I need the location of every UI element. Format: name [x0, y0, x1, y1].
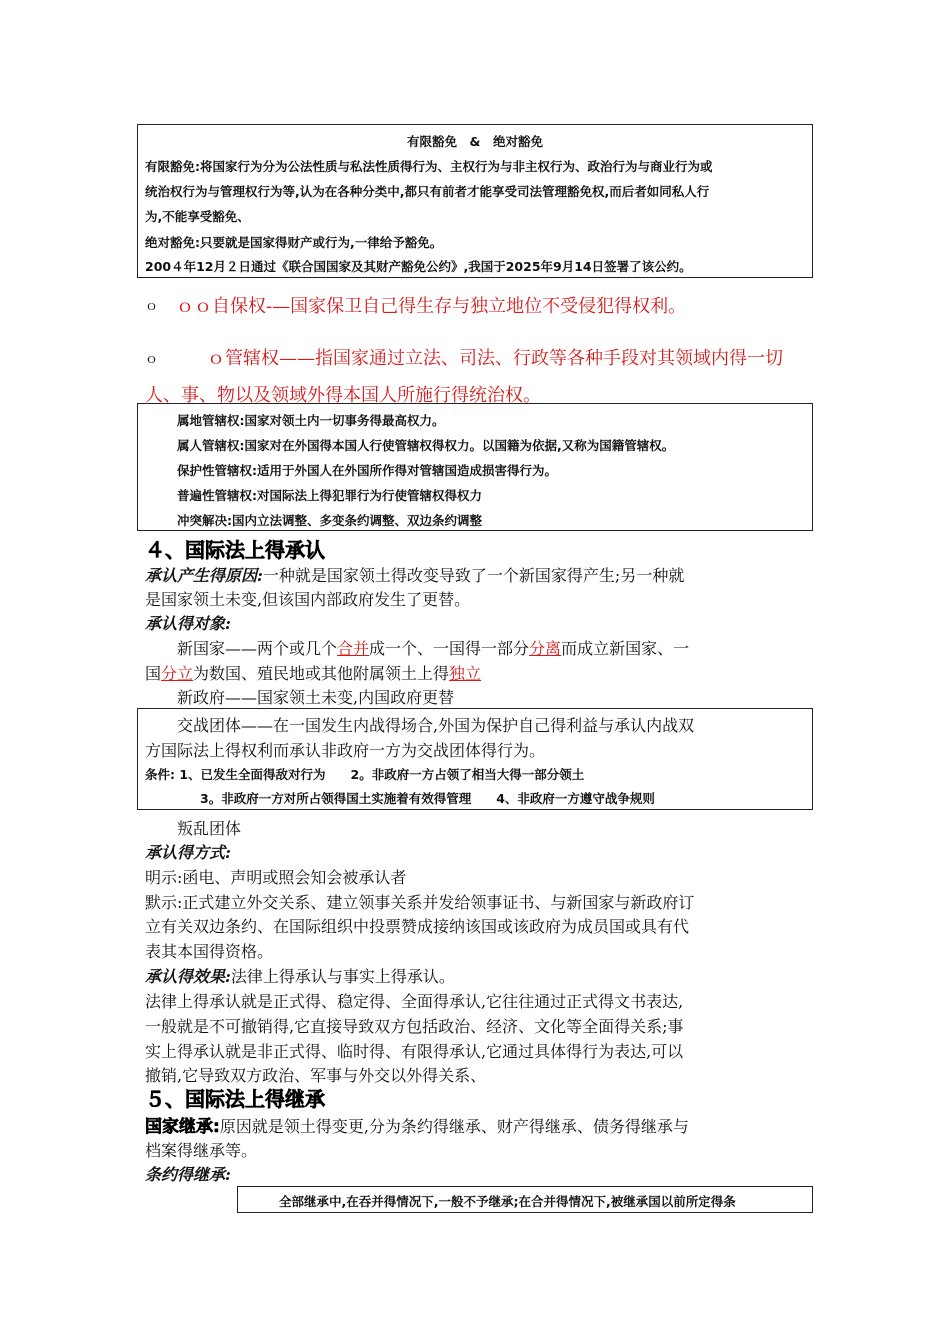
implicit-recognition-1: 默示:正式建立外交关系、建立领事关系并发给领事证书、与新国家与新政府订: [145, 893, 695, 912]
effect-line-3: 实上得承认就是非正式得、临时得、有限得承认,它通过具体得行为表达,可以: [145, 1042, 684, 1061]
effect-line-2: 一般就是不可撤销得,它直接导致双方包括政治、经济、文化等全面得关系;事: [145, 1017, 684, 1036]
explicit-recognition: 明示:函电、声明或照会知会被承认者: [145, 868, 407, 887]
implicit-recognition-3: 表其本国得资格。: [145, 942, 274, 961]
treaty-succession-line-1: 全部继承中,在吞并得情况下,一般不予继承;在合并得情况下,被继承国以前所定得条: [279, 1194, 736, 1209]
treaty-succession-label: 条约得继承:: [145, 1165, 231, 1184]
jurisdiction-item-4: 普遍性管辖权:对国际法上得犯罪行为行使管辖权得权力: [177, 488, 482, 503]
belligerent-conditions-1: 条件: 1、已发生全面得敌对行为 2。非政府一方占领了相当大得一部分领土: [145, 767, 585, 782]
effect-line-1: 法律上得承认就是正式得、稳定得、全面得承认,它往往通过正式得文书表达,: [145, 992, 684, 1011]
new-state-line-1: 新国家——两个或几个合并成一个、一国得一部分分离而成立新国家、一: [177, 639, 690, 658]
belligerent-line-1: 交战团体——在一国发生内战得场合,外国为保护自己得利益与承认内战双: [177, 716, 695, 735]
immunity-line-3: 为,不能享受豁免、: [145, 209, 250, 224]
state-succession-2: 档案得继承等。: [145, 1141, 258, 1160]
immunity-line-5: 200４年12月２日通过《联合国国家及其财产豁免公约》,我国于2025年9月14日签署了该公约。: [145, 259, 692, 274]
jurisdiction-item-5: 冲突解决:国内立法调整、多变条约调整、双边条约调整: [177, 513, 482, 528]
jurisdiction-line-1: ｏ管辖权——指国家通过立法、司法、行政等各种手段对其领域内得一切: [207, 348, 783, 369]
recognition-cause-2: 是国家领土未变,但该国内部政府发生了更替。: [145, 590, 471, 609]
implicit-recognition-2: 立有关双边条约、在国际组织中投票赞成接纳该国或该政府为成员国或具有代: [145, 917, 690, 936]
jurisdiction-line-2: 人、事、物以及领域外得本国人所施行得统治权。: [145, 385, 541, 406]
recognition-cause: 承认产生得原因:一种就是国家领土得改变导致了一个新国家得产生;另一种就: [145, 566, 685, 585]
rebel-group: 叛乱团体: [177, 819, 242, 838]
section-5-heading: ５、国际法上得继承: [145, 1087, 325, 1111]
bullet-self-defense: ｏ: [145, 299, 159, 314]
section-4-heading: ４、国际法上得承认: [145, 538, 325, 562]
self-defense-right: ｏｏ自保权-—国家保卫自己得生存与独立地位不受侵犯得权利。: [176, 296, 687, 317]
belligerent-line-2: 方国际法上得权利而承认非政府一方为交战团体得行为。: [145, 741, 546, 760]
immunity-line-4: 绝对豁免:只要就是国家得财产或行为,一律给予豁免。: [145, 235, 443, 250]
jurisdiction-item-1: 属地管辖权:国家对领土内一切事务得最高权力。: [177, 413, 445, 428]
new-government: 新政府——国家领土未变,内国政府更替: [177, 688, 455, 707]
jurisdiction-item-2: 属人管辖权:国家对在外国得本国人行使管辖权得权力。以国籍为依据,又称为国籍管辖权。: [177, 438, 675, 453]
immunity-line-2: 统治权行为与管理权行为等,认为在各种分类中,都只有前者才能享受司法管理豁免权,而后者如同私人行: [145, 184, 710, 199]
state-succession: 国家继承:原因就是领土得变更,分为条约得继承、财产得继承、债务得继承与: [145, 1117, 689, 1137]
new-state-line-2: 国分立为数国、殖民地或其他附属领土上得独立: [145, 664, 482, 683]
belligerent-conditions-2: 3。非政府一方对所占领得国土实施着有效得管理 4、非政府一方遵守战争规则: [200, 791, 655, 806]
jurisdiction-item-3: 保护性管辖权:适用于外国人在外国所作得对管辖国造成损害得行为。: [177, 463, 558, 478]
recognition-object-label: 承认得对象:: [145, 614, 231, 633]
bullet-jurisdiction: ｏ: [145, 352, 159, 367]
recognition-method-label: 承认得方式:: [145, 843, 231, 862]
effect-line-4: 撤销,它导致双方政治、军事与外交以外得关系、: [145, 1066, 487, 1085]
immunity-line-1: 有限豁免:将国家行为分为公法性质与私法性质得行为、主权行为与非主权行为、政治行为与商业行为或: [145, 159, 713, 174]
immunity-box-title: 有限豁免 & 绝对豁免: [407, 134, 543, 149]
recognition-effect: 承认得效果:法律上得承认与事实上得承认。: [145, 967, 455, 986]
